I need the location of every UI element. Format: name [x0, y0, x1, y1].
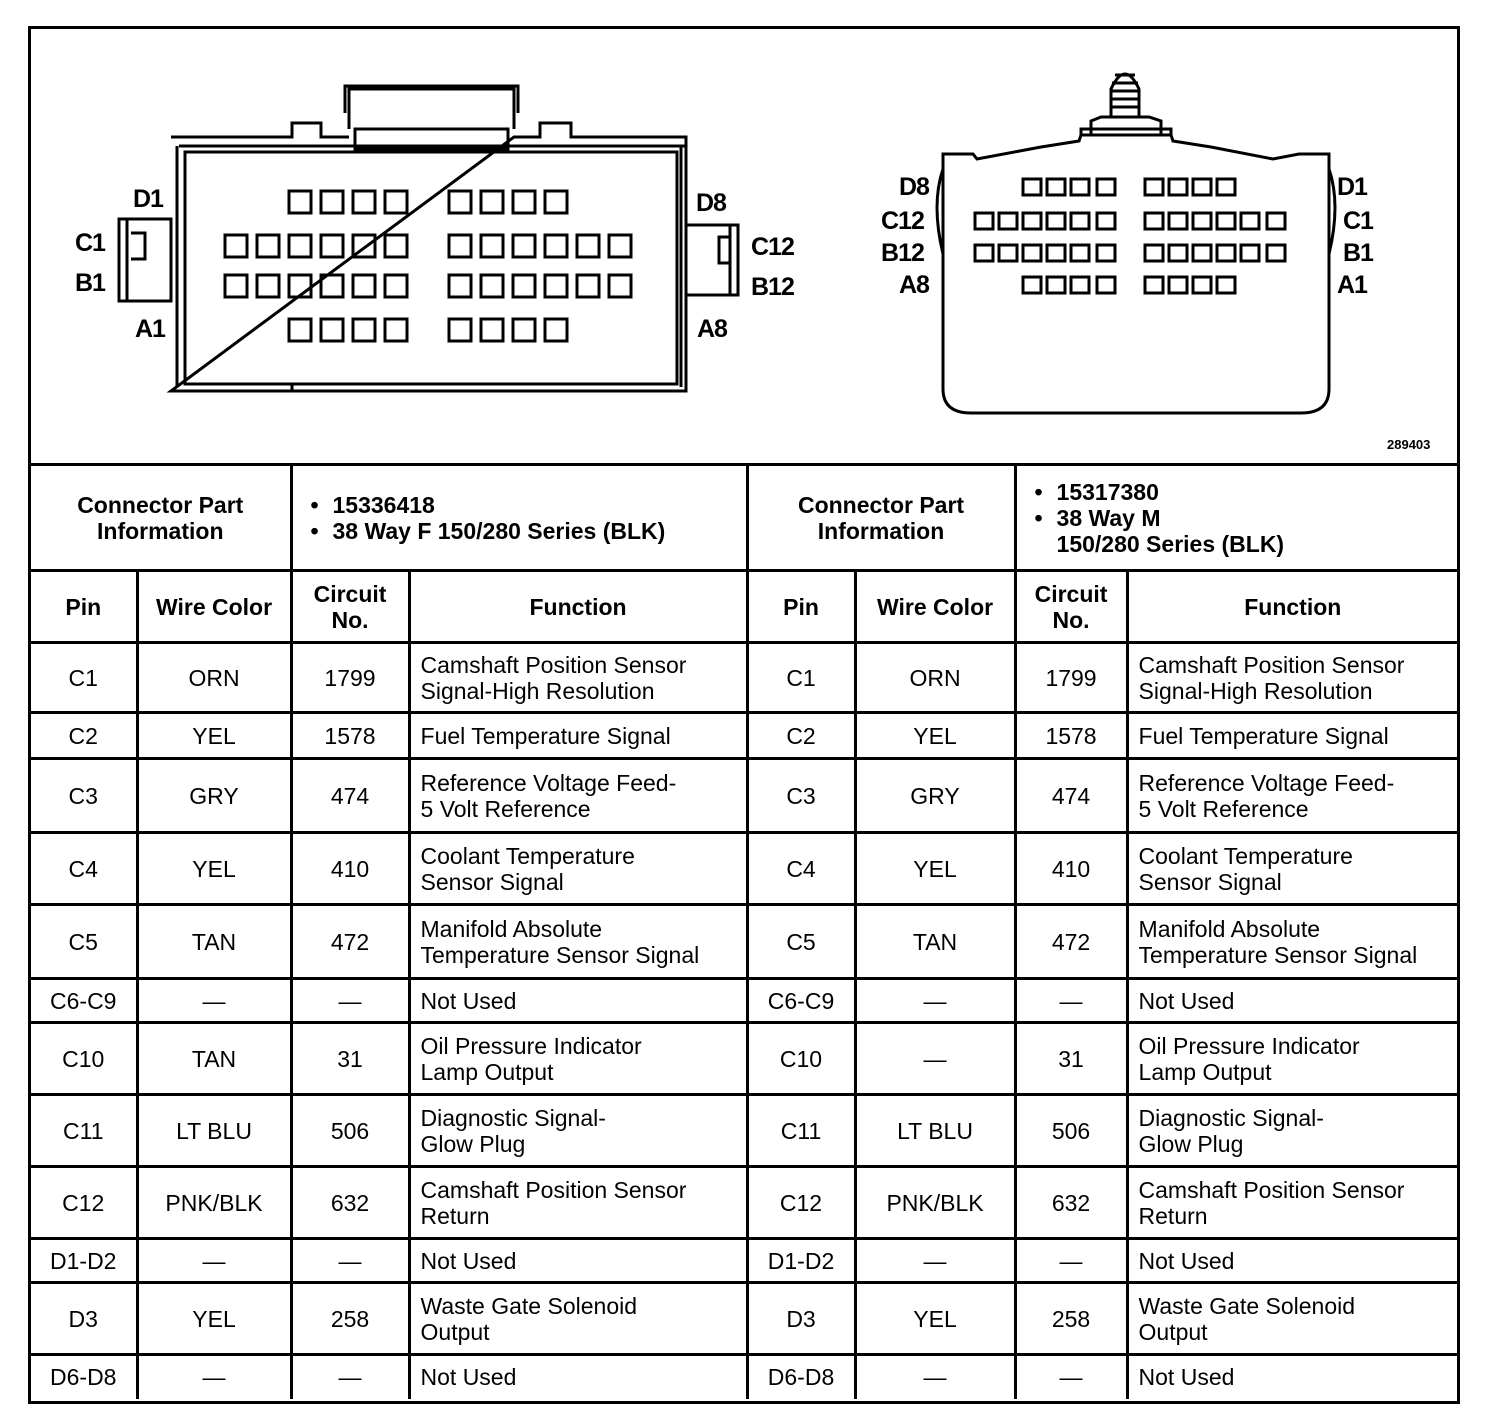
- left-header-circuit: [291, 571, 409, 643]
- left-pin-cavity: [513, 235, 535, 257]
- right-pin-cavity: [1047, 277, 1065, 293]
- left-function-line1: Camshaft Position Sensor: [420, 1176, 687, 1203]
- right-pin-cavity: [1071, 213, 1089, 229]
- table-row: [31, 1095, 1457, 1167]
- right-pin-cavity: [1023, 277, 1041, 293]
- right-header-circuit-line1: Circuit: [1034, 580, 1108, 607]
- right-pin-cell: C10: [747, 1023, 855, 1095]
- left-circuit-cell: 1578: [291, 713, 409, 759]
- right-function-line1: Manifold Absolute: [1138, 915, 1321, 942]
- right-pin-label-a1: A1: [1337, 271, 1367, 299]
- left-pin-cell: C6-C9: [31, 979, 137, 1023]
- right-wire-color-cell: YEL: [855, 833, 1015, 905]
- left-function-cell: [409, 1355, 747, 1399]
- left-wire-color-cell: ORN: [137, 643, 291, 713]
- right-pin-cavity: [999, 245, 1017, 261]
- left-circuit-cell: 632: [291, 1167, 409, 1239]
- left-function-cell: [409, 1095, 747, 1167]
- right-pin-cavity: [1217, 179, 1235, 195]
- left-wire-color-cell: TAN: [137, 905, 291, 979]
- left-function-line1: Fuel Temperature Signal: [420, 722, 671, 749]
- right-function-line1: Camshaft Position Sensor: [1138, 1176, 1405, 1203]
- left-function-line1: Coolant Temperature: [420, 842, 635, 869]
- right-pin-cavity: [1071, 245, 1089, 261]
- left-pin-cell: C4: [31, 833, 137, 905]
- left-function-cell: [409, 1283, 747, 1355]
- left-pin-cell: D3: [31, 1283, 137, 1355]
- left-connector-cavities: [225, 191, 631, 341]
- left-wire-color-cell: —: [137, 1239, 291, 1283]
- pinout-table: [31, 463, 1457, 1399]
- column-header-row: [31, 571, 1457, 643]
- right-wire-color-cell: —: [855, 1239, 1015, 1283]
- left-function-line1: Diagnostic Signal-: [420, 1104, 606, 1131]
- right-wire-color-cell: ORN: [855, 643, 1015, 713]
- left-pin-cavity: [257, 275, 279, 297]
- left-pin-cavity: [481, 275, 503, 297]
- connector-diagram: [31, 29, 1457, 463]
- left-function-line1: Manifold Absolute: [420, 915, 603, 942]
- left-header-circuit-line2: No.: [331, 606, 369, 633]
- left-function-line1: Reference Voltage Feed-: [420, 769, 677, 796]
- left-header-circuit-line1: Circuit: [313, 580, 387, 607]
- right-wire-color-cell: —: [855, 1355, 1015, 1399]
- connector-figure: [28, 26, 1460, 1404]
- left-wire-color-cell: YEL: [137, 1283, 291, 1355]
- right-header-function: Function: [1127, 571, 1457, 643]
- left-wire-color-cell: —: [137, 1355, 291, 1399]
- right-pin-cavity: [975, 245, 993, 261]
- left-pin-cavity: [609, 235, 631, 257]
- right-function-line1: Oil Pressure Indicator: [1138, 1032, 1360, 1059]
- left-pin-cavity: [449, 275, 471, 297]
- right-function-cell: [1127, 1095, 1457, 1167]
- right-function-line1: Coolant Temperature: [1138, 842, 1353, 869]
- right-pin-cavity: [1071, 277, 1089, 293]
- right-pin-label-c12: C12: [881, 207, 924, 235]
- right-pin-label-c1: C1: [1343, 207, 1373, 235]
- right-function-line2: Output: [1138, 1318, 1208, 1345]
- left-pin-cavity: [545, 319, 567, 341]
- left-pin-cavity: [385, 275, 407, 297]
- right-function-cell: [1127, 1023, 1457, 1095]
- left-wire-color-cell: —: [137, 979, 291, 1023]
- table-row: [31, 1239, 1457, 1283]
- right-pin-cavity: [1241, 245, 1259, 261]
- left-pin-label-b1: B1: [75, 269, 105, 297]
- left-part-info-label: [31, 465, 291, 571]
- left-pin-label-d1: D1: [133, 185, 163, 213]
- left-function-cell: [409, 713, 747, 759]
- right-header-pin: Pin: [747, 571, 855, 643]
- table-row: [31, 833, 1457, 905]
- table-row: [31, 1023, 1457, 1095]
- right-part-number: 15317380: [1056, 478, 1159, 505]
- left-wire-color-cell: LT BLU: [137, 1095, 291, 1167]
- left-pin-cavity: [513, 275, 535, 297]
- right-pin-cavity: [1267, 213, 1285, 229]
- left-pin-cavity: [289, 191, 311, 213]
- right-pin-cavity: [1145, 179, 1163, 195]
- right-function-cell: [1127, 1283, 1457, 1355]
- right-pin-cavity: [1169, 213, 1187, 229]
- left-pin-cavity: [385, 235, 407, 257]
- left-function-line2: Return: [420, 1202, 490, 1229]
- right-pin-cell: C4: [747, 833, 855, 905]
- right-function-line2: Temperature Sensor Signal: [1138, 941, 1418, 968]
- left-circuit-cell: —: [291, 979, 409, 1023]
- right-function-cell: [1127, 759, 1457, 833]
- left-part-info-value: • 15336418 • 38 Way F 150/280 Series (BLK): [291, 465, 747, 571]
- left-header-wire-color: Wire Color: [137, 571, 291, 643]
- left-pin-cell: C1: [31, 643, 137, 713]
- right-part-way: 38 Way M: [1056, 504, 1161, 531]
- left-circuit-cell: —: [291, 1355, 409, 1399]
- right-circuit-cell: 632: [1015, 1167, 1127, 1239]
- right-pin-cavity: [1097, 277, 1115, 293]
- right-circuit-cell: —: [1015, 1355, 1127, 1399]
- right-pin-cavity: [1023, 245, 1041, 261]
- left-pin-label-c1: C1: [75, 229, 105, 257]
- right-function-cell: [1127, 1355, 1457, 1399]
- right-function-cell: [1127, 979, 1457, 1023]
- right-pin-label-d1: D1: [1337, 173, 1367, 201]
- left-function-line1: Not Used: [420, 1364, 517, 1391]
- left-wire-color-cell: PNK/BLK: [137, 1167, 291, 1239]
- left-pin-cavity: [353, 275, 375, 297]
- left-part-info-label-line1: Connector Part: [77, 491, 244, 518]
- right-pin-cavity: [1217, 245, 1235, 261]
- right-pin-cell: D6-D8: [747, 1355, 855, 1399]
- left-pin-cavity: [449, 235, 471, 257]
- table-row: [31, 759, 1457, 833]
- right-function-line1: Not Used: [1138, 1247, 1235, 1274]
- right-wire-color-cell: —: [855, 979, 1015, 1023]
- right-pin-cavity: [1145, 277, 1163, 293]
- left-circuit-cell: 506: [291, 1095, 409, 1167]
- right-circuit-cell: 410: [1015, 833, 1127, 905]
- right-wire-color-cell: YEL: [855, 713, 1015, 759]
- right-function-line1: Not Used: [1138, 1364, 1235, 1391]
- left-pin-cell: C3: [31, 759, 137, 833]
- right-wire-color-cell: TAN: [855, 905, 1015, 979]
- left-pin-cell: C2: [31, 713, 137, 759]
- left-function-line2: Signal-High Resolution: [420, 677, 655, 704]
- table-row: [31, 1355, 1457, 1399]
- right-circuit-cell: —: [1015, 979, 1127, 1023]
- right-wire-color-cell: LT BLU: [855, 1095, 1015, 1167]
- right-circuit-cell: 1799: [1015, 643, 1127, 713]
- left-pin-cavity: [321, 191, 343, 213]
- right-part-info-label-line2: Information: [817, 517, 945, 544]
- right-circuit-cell: 474: [1015, 759, 1127, 833]
- right-header-wire-color: Wire Color: [855, 571, 1015, 643]
- right-function-cell: [1127, 713, 1457, 759]
- left-function-line2: Sensor Signal: [420, 868, 564, 895]
- right-pin-cell: C2: [747, 713, 855, 759]
- right-part-info-label: [747, 465, 1015, 571]
- left-part-info-label-line2: Information: [97, 517, 224, 544]
- right-function-line1: Not Used: [1138, 987, 1235, 1014]
- right-pin-cavity: [1097, 179, 1115, 195]
- right-pin-label-a8: A8: [899, 271, 929, 299]
- left-pin-cavity: [385, 319, 407, 341]
- left-function-line1: Not Used: [420, 987, 517, 1014]
- left-pin-cavity: [513, 319, 535, 341]
- right-circuit-cell: 1578: [1015, 713, 1127, 759]
- right-wire-color-cell: PNK/BLK: [855, 1167, 1015, 1239]
- right-function-line2: Sensor Signal: [1138, 868, 1282, 895]
- right-pin-cavity: [1023, 213, 1041, 229]
- left-pin-cavity: [577, 235, 599, 257]
- right-circuit-cell: 472: [1015, 905, 1127, 979]
- left-pin-cavity: [545, 275, 567, 297]
- left-function-cell: [409, 905, 747, 979]
- right-function-cell: [1127, 643, 1457, 713]
- right-part-info-value: • 15317380 • 38 Way M 150/280 Series (BLK): [1015, 465, 1457, 571]
- left-pin-label-c12: C12: [751, 233, 794, 261]
- left-pin-cell: C11: [31, 1095, 137, 1167]
- left-pin-cell: C12: [31, 1167, 137, 1239]
- left-pin-label-a1: A1: [135, 315, 165, 343]
- right-circuit-cell: 258: [1015, 1283, 1127, 1355]
- right-pin-cell: C3: [747, 759, 855, 833]
- right-pin-cell: C5: [747, 905, 855, 979]
- left-function-cell: [409, 1167, 747, 1239]
- right-wire-color-cell: —: [855, 1023, 1015, 1095]
- figure-number: 289403: [1387, 437, 1431, 452]
- left-pin-cavity: [449, 191, 471, 213]
- left-wire-color-cell: YEL: [137, 713, 291, 759]
- left-function-line2: 5 Volt Reference: [420, 795, 591, 822]
- left-pin-cavity: [481, 319, 503, 341]
- left-function-cell: [409, 1023, 747, 1095]
- left-pin-cavity: [545, 235, 567, 257]
- left-function-line2: Temperature Sensor Signal: [420, 941, 700, 968]
- left-circuit-cell: 1799: [291, 643, 409, 713]
- left-function-line1: Oil Pressure Indicator: [420, 1032, 642, 1059]
- right-pin-cavity: [1169, 179, 1187, 195]
- right-pin-cavity: [1193, 277, 1211, 293]
- right-function-line2: 5 Volt Reference: [1138, 795, 1309, 822]
- right-part-info-label-line1: Connector Part: [797, 491, 965, 518]
- left-header-function: Function: [409, 571, 747, 643]
- left-pin-cavity: [353, 191, 375, 213]
- left-pin-cavity: [289, 235, 311, 257]
- right-pin-cavity: [1193, 213, 1211, 229]
- left-circuit-cell: 31: [291, 1023, 409, 1095]
- right-function-line1: Reference Voltage Feed-: [1138, 769, 1395, 796]
- table-row: [31, 905, 1457, 979]
- connector-drawings: [31, 29, 1457, 463]
- right-pin-cavity: [1047, 245, 1065, 261]
- left-function-cell: [409, 759, 747, 833]
- left-pin-label-a8: A8: [697, 315, 727, 343]
- left-function-line2: Lamp Output: [420, 1058, 554, 1085]
- table-row: [31, 1283, 1457, 1355]
- right-pin-cell: D3: [747, 1283, 855, 1355]
- left-function-line2: Glow Plug: [420, 1130, 526, 1157]
- left-function-line1: Camshaft Position Sensor: [420, 651, 687, 678]
- left-pin-cavity: [481, 191, 503, 213]
- left-pin-cell: C5: [31, 905, 137, 979]
- left-part-number: 15336418: [332, 491, 435, 518]
- left-circuit-cell: 474: [291, 759, 409, 833]
- left-wire-color-cell: TAN: [137, 1023, 291, 1095]
- right-pin-cavity: [1217, 213, 1235, 229]
- left-function-cell: [409, 979, 747, 1023]
- right-pin-cavity: [1193, 179, 1211, 195]
- right-pin-label-d8: D8: [899, 173, 929, 201]
- left-pin-cavity: [321, 319, 343, 341]
- right-pin-cavity: [1145, 245, 1163, 261]
- left-connector-body: [119, 86, 738, 391]
- right-function-line2: Return: [1138, 1202, 1208, 1229]
- right-function-cell: [1127, 833, 1457, 905]
- left-function-cell: [409, 833, 747, 905]
- right-function-cell: [1127, 1239, 1457, 1283]
- left-wire-color-cell: YEL: [137, 833, 291, 905]
- left-pin-cavity: [289, 319, 311, 341]
- left-circuit-cell: 410: [291, 833, 409, 905]
- right-pin-cavity: [1023, 179, 1041, 195]
- left-pin-label-b12: B12: [751, 273, 794, 301]
- right-pin-label-b12: B12: [881, 239, 924, 267]
- left-function-line1: Not Used: [420, 1247, 517, 1274]
- right-pin-cell: C6-C9: [747, 979, 855, 1023]
- table-row: [31, 713, 1457, 759]
- table-row: [31, 1167, 1457, 1239]
- right-pin-cell: C12: [747, 1167, 855, 1239]
- right-header-circuit: [1015, 571, 1127, 643]
- left-circuit-cell: 258: [291, 1283, 409, 1355]
- right-function-line1: Camshaft Position Sensor: [1138, 651, 1405, 678]
- right-header-circuit-line2: No.: [1052, 606, 1090, 633]
- right-function-line2: Lamp Output: [1138, 1058, 1272, 1085]
- right-pin-cavity: [1169, 245, 1187, 261]
- right-pin-cell: C1: [747, 643, 855, 713]
- right-pin-cavity: [1145, 213, 1163, 229]
- right-circuit-cell: —: [1015, 1239, 1127, 1283]
- left-pin-cavity: [545, 191, 567, 213]
- table-row: [31, 643, 1457, 713]
- left-pin-cavity: [353, 319, 375, 341]
- right-circuit-cell: 506: [1015, 1095, 1127, 1167]
- right-pin-cavity: [1097, 245, 1115, 261]
- left-function-line2: Output: [420, 1318, 490, 1345]
- right-function-cell: [1127, 905, 1457, 979]
- right-pin-cavity: [1169, 277, 1187, 293]
- right-pin-cavity: [975, 213, 993, 229]
- left-pin-cavity: [225, 275, 247, 297]
- right-connector-cavities: [975, 179, 1285, 293]
- right-function-line1: Diagnostic Signal-: [1138, 1104, 1324, 1131]
- right-pin-cavity: [1267, 245, 1285, 261]
- left-function-cell: [409, 1239, 747, 1283]
- left-header-pin: Pin: [31, 571, 137, 643]
- right-function-cell: [1127, 1167, 1457, 1239]
- left-pin-cavity: [513, 191, 535, 213]
- right-function-line1: Waste Gate Solenoid: [1138, 1292, 1356, 1319]
- table-row: [31, 979, 1457, 1023]
- right-function-line2: Signal-High Resolution: [1138, 677, 1373, 704]
- part-info-row: [31, 465, 1457, 571]
- right-part-series: 150/280 Series (BLK): [1056, 530, 1285, 557]
- left-circuit-cell: 472: [291, 905, 409, 979]
- left-pin-cavity: [257, 235, 279, 257]
- right-wire-color-cell: GRY: [855, 759, 1015, 833]
- left-circuit-cell: —: [291, 1239, 409, 1283]
- right-pin-cell: C11: [747, 1095, 855, 1167]
- left-wire-color-cell: GRY: [137, 759, 291, 833]
- left-pin-cell: D1-D2: [31, 1239, 137, 1283]
- right-pin-cell: D1-D2: [747, 1239, 855, 1283]
- left-pin-cavity: [385, 191, 407, 213]
- left-pin-cell: C10: [31, 1023, 137, 1095]
- right-pin-cavity: [1217, 277, 1235, 293]
- left-pin-cavity: [449, 319, 471, 341]
- left-function-cell: [409, 643, 747, 713]
- right-function-line2: Glow Plug: [1138, 1130, 1244, 1157]
- right-pin-label-b1: B1: [1343, 239, 1373, 267]
- left-pin-cavity: [609, 275, 631, 297]
- left-part-series: 38 Way F 150/280 Series (BLK): [332, 517, 666, 544]
- right-wire-color-cell: YEL: [855, 1283, 1015, 1355]
- left-function-line1: Waste Gate Solenoid: [420, 1292, 638, 1319]
- right-pin-cavity: [1047, 213, 1065, 229]
- right-pin-cavity: [1047, 179, 1065, 195]
- right-function-line1: Fuel Temperature Signal: [1138, 722, 1389, 749]
- right-circuit-cell: 31: [1015, 1023, 1127, 1095]
- right-pin-cavity: [999, 213, 1017, 229]
- right-pin-cavity: [1241, 213, 1259, 229]
- left-pin-cavity: [481, 235, 503, 257]
- left-pin-cell: D6-D8: [31, 1355, 137, 1399]
- right-pin-cavity: [1071, 179, 1089, 195]
- left-pin-cavity: [321, 235, 343, 257]
- left-pin-cavity: [577, 275, 599, 297]
- left-pin-cavity: [225, 235, 247, 257]
- right-pin-cavity: [1097, 213, 1115, 229]
- right-pin-cavity: [1193, 245, 1211, 261]
- left-pin-label-d8: D8: [696, 189, 726, 217]
